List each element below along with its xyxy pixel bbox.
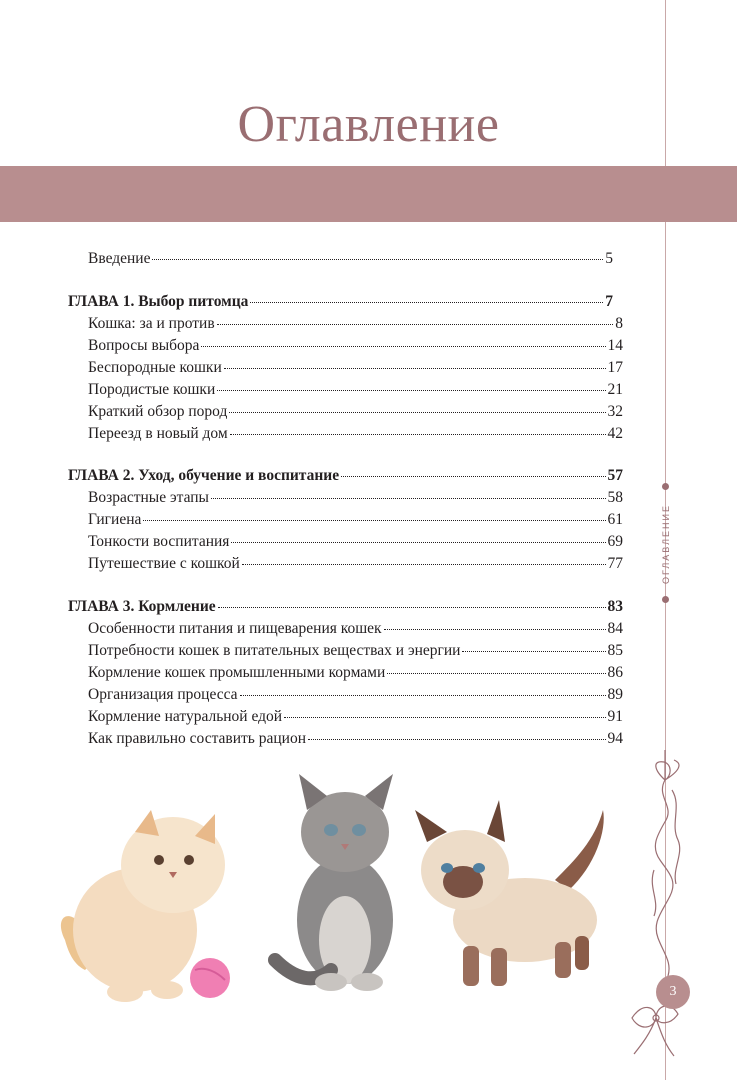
- leader-dots: [462, 651, 605, 652]
- toc-entry-label: Как правильно составить рацион: [88, 730, 307, 747]
- leader-dots: [240, 695, 606, 696]
- side-section-label: ОГЛАВЛЕНИЕ: [661, 503, 671, 585]
- toc-item[interactable]: [88, 663, 623, 683]
- toc-item[interactable]: [88, 358, 623, 378]
- toc-entry-label: Переезд в новый дом: [88, 425, 228, 442]
- toc-entry-label: Введение: [88, 250, 151, 267]
- toc-entry-page: 91: [607, 708, 623, 725]
- chapter-page: 57: [607, 467, 623, 484]
- leader-dots: [387, 673, 605, 674]
- leader-dots: [230, 434, 606, 435]
- toc-item[interactable]: [88, 314, 623, 334]
- toc-entry-label: Возрастные этапы: [88, 489, 209, 506]
- toc-entry-page: 77: [607, 555, 623, 572]
- ribbon-ornament-icon: [612, 750, 712, 1070]
- toc-entry-page: 58: [607, 489, 623, 506]
- grey-kitten-image: [275, 774, 393, 991]
- leader-dots: [201, 346, 605, 347]
- siamese-kitten-image: [415, 800, 604, 986]
- toc-entry-label: Организация процесса: [88, 686, 238, 703]
- toc-entry-label: Путешествие с кошкой: [88, 555, 240, 572]
- side-section-marker: [658, 483, 674, 603]
- chapter-label: ГЛАВА 3. Кормление: [68, 598, 216, 615]
- toc-entry-label: Беспородные кошки: [88, 359, 222, 376]
- title-band: [0, 166, 737, 222]
- toc-entry-page: 8: [615, 315, 623, 332]
- toc-entry-label: Тонкости воспитания: [88, 533, 230, 550]
- toc-entry-page: 17: [607, 359, 623, 376]
- toc-entry-page: 61: [607, 511, 623, 528]
- toc-item[interactable]: [88, 685, 623, 705]
- persian-kitten-image: [61, 810, 230, 1002]
- toc-entry-label: Кормление кошек промышленными кормами: [88, 664, 386, 681]
- leader-dots: [308, 739, 605, 740]
- toc-entry-page: 32: [607, 403, 623, 420]
- toc-item[interactable]: [88, 707, 623, 727]
- toc-item[interactable]: [88, 554, 623, 574]
- leader-dots: [384, 629, 606, 630]
- leader-dots: [224, 368, 606, 369]
- toc-entry-label: Кошка: за и против: [88, 315, 215, 332]
- toc-item[interactable]: [88, 619, 623, 639]
- toc-chapter-3[interactable]: [68, 597, 623, 617]
- chapter-page: 7: [605, 293, 613, 310]
- toc-item[interactable]: [88, 532, 623, 552]
- toc-entry-page: 89: [607, 686, 623, 703]
- leader-dots: [211, 498, 606, 499]
- toc-entry-page: 5: [605, 250, 613, 267]
- leader-dots: [217, 390, 605, 391]
- toc-entry-label: Потребности кошек в питательных веществах и энергии: [88, 642, 461, 659]
- toc-entry-page: 94: [607, 730, 623, 747]
- toc-chapter-2[interactable]: [68, 466, 623, 486]
- marker-dot: [662, 596, 669, 603]
- leader-dots: [341, 476, 605, 477]
- toc-item[interactable]: [88, 729, 623, 749]
- toc-item[interactable]: [88, 402, 623, 422]
- leader-dots: [250, 302, 603, 303]
- toc-entry-page: 86: [607, 664, 623, 681]
- leader-dots: [143, 520, 605, 521]
- leader-dots: [218, 607, 606, 608]
- leader-dots: [231, 542, 605, 543]
- leader-dots: [242, 564, 606, 565]
- page-number: 3: [656, 975, 690, 1009]
- toc-item[interactable]: [88, 336, 623, 356]
- page-title: Оглавление: [237, 96, 500, 153]
- leader-dots: [217, 324, 614, 325]
- chapter-label: ГЛАВА 2. Уход, обучение и воспитание: [68, 467, 340, 484]
- toc-entry-label: Кормление натуральной едой: [88, 708, 283, 725]
- leader-dots: [152, 259, 603, 260]
- toc-entry-page: 42: [607, 425, 623, 442]
- toc-entry-label: Гигиена: [88, 511, 142, 528]
- kittens-illustration: [55, 770, 625, 1010]
- leader-dots: [229, 412, 605, 413]
- toc-entry-page: 21: [607, 381, 623, 398]
- toc-entry-page: 69: [607, 533, 623, 550]
- toc-item[interactable]: [88, 424, 623, 444]
- toc-entry-label: Краткий обзор пород: [88, 403, 228, 420]
- toc-entry-label: Особенности питания и пищеварения кошек: [88, 620, 382, 637]
- leader-dots: [284, 717, 605, 718]
- toc-item[interactable]: [88, 380, 623, 400]
- toc-intro[interactable]: [88, 249, 613, 269]
- toc-item[interactable]: [88, 641, 623, 661]
- toc-entry-page: 84: [607, 620, 623, 637]
- toc-entry-label: Породистые кошки: [88, 381, 216, 398]
- toc-item[interactable]: [88, 488, 623, 508]
- toc-entry-label: Вопросы выбора: [88, 337, 200, 354]
- toc-item[interactable]: [88, 510, 623, 530]
- toc-chapter-1[interactable]: [68, 292, 613, 312]
- toc-entry-page: 85: [607, 642, 623, 659]
- chapter-page: 83: [607, 598, 623, 615]
- toc-entry-page: 14: [607, 337, 623, 354]
- chapter-label: ГЛАВА 1. Выбор питомца: [68, 293, 249, 310]
